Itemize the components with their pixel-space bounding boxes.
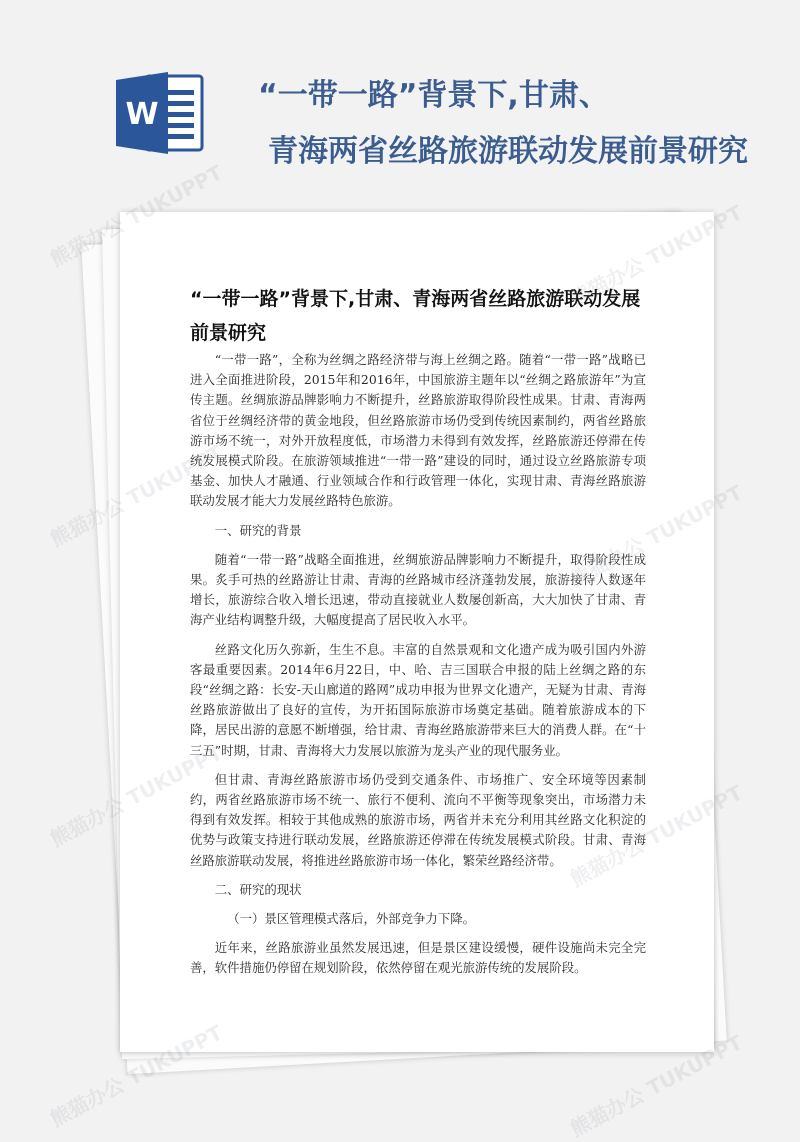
word-icon-letter: W [125,97,159,132]
paragraph: 但甘肃、青海丝路旅游市场仍受到交通条件、市场推广、安全环境等因素制约，两省丝路旅游市场不统一、旅行不便利、流向不平衡等现象突出，市场潜力未得到有效发挥。相较于其他成熟的旅游市场，两省并未充分利用其丝路文化积淀的优势与政策支持进行联动发展，丝路旅游还停滞在传统发展模式阶段。甘肃、青海丝路旅游联动发展，将推进丝路旅游市场一体化，繁荣丝路经济带。 [190,771,646,868]
watermark: 熊猫办公 TUKUPPT [46,1020,227,1132]
watermark: 熊猫办公 TUKUPPT [46,160,227,272]
watermark: 熊猫办公 [46,792,129,852]
document-title: “一带一路”背景下,甘肃、青海两省丝路旅游联动发展前景研究 [190,288,641,344]
watermark: 熊猫办公 [46,492,129,552]
section-heading: 一、研究的背景 [214,522,302,538]
paragraph: 近年来，丝路旅游业虽然发展迅速，但是景区建设缓慢，硬件设施尚未完全完善，软件措施仍停留在规划阶段，依然停留在观光旅游传统的发展阶段。 [190,940,646,976]
section-heading: 二、研究的现状 [214,881,302,897]
document-page[interactable] [120,212,714,1052]
paragraph: 丝路文化历久弥新，生生不息。丰富的自然景观和文化遗产成为吸引国内外游客最重要因素。2014年6月22日，中、哈、吉三国联合申报的陆上丝绸之路的东段“丝绸之路：长安-天山廊道的路网”成功申报为世界文化遗产，无疑为甘肃、青海丝路旅游做出了良好的宣传，为开拓国际旅游市场奠定基础。随着旅游成本的下降，居民出游的意愿不断增强，给甘肃、青海丝路旅游带来巨大的消费人群。在“十三五”时期，甘肃、青海将大力发展以旅游为龙头产业的现代服务业。 [190,641,646,758]
watermark: 熊猫办公 TUKUPPT [566,1030,747,1142]
header-title-line-2: 青海两省丝路旅游联动发展前景研究 [268,134,748,169]
word-document-icon [112,70,208,156]
header-title-line-1: “一带一路”背景下,甘肃、 [258,78,609,113]
paragraph: “一带一路”，全称为丝绸之路经济带与海上丝绸之路。随着“一带一路”战略已进入全面推进阶段，2015年和2016年，中国旅游主题年以“丝绸之路旅游年”为宣传主题。丝绸旅游品牌影响力不断提升，丝路旅游取得阶段性成果。甘肃、青海两省位于丝绸经济带的黄金地段，但丝路旅游市场仍受到传统因素制约，两省丝路旅游市场不统一，对外开放程度低，市场潜力未得到有效发挥，丝路旅游还停滞在传统发展模式阶段。在旅游领域推进“一带一路”建设的同时，通过设立丝路旅游专项基金、加快人才融通、行业领域合作和行政管理一体化，实现甘肃、青海丝路旅游联动发展才能大力发展丝路特色旅游。 [190,352,646,509]
section-heading: （一）景区管理模式落后，外部竞争力下降。 [227,911,475,927]
header [0,0,800,190]
document-body [190,350,646,988]
paragraph: 随着“一带一路”战略全面推进，丝绸旅游品牌影响力不断提升，取得阶段性成果。炙手可热的丝路游让甘肃、青海的丝路城市经济蓬勃发展，旅游接待人数逐年增长，旅游综合收入增长迅速，带动直接就业人数屡创新高，大大加快了甘肃、青海产业结构调整升级，大幅度提高了居民收入水平。 [190,551,646,628]
